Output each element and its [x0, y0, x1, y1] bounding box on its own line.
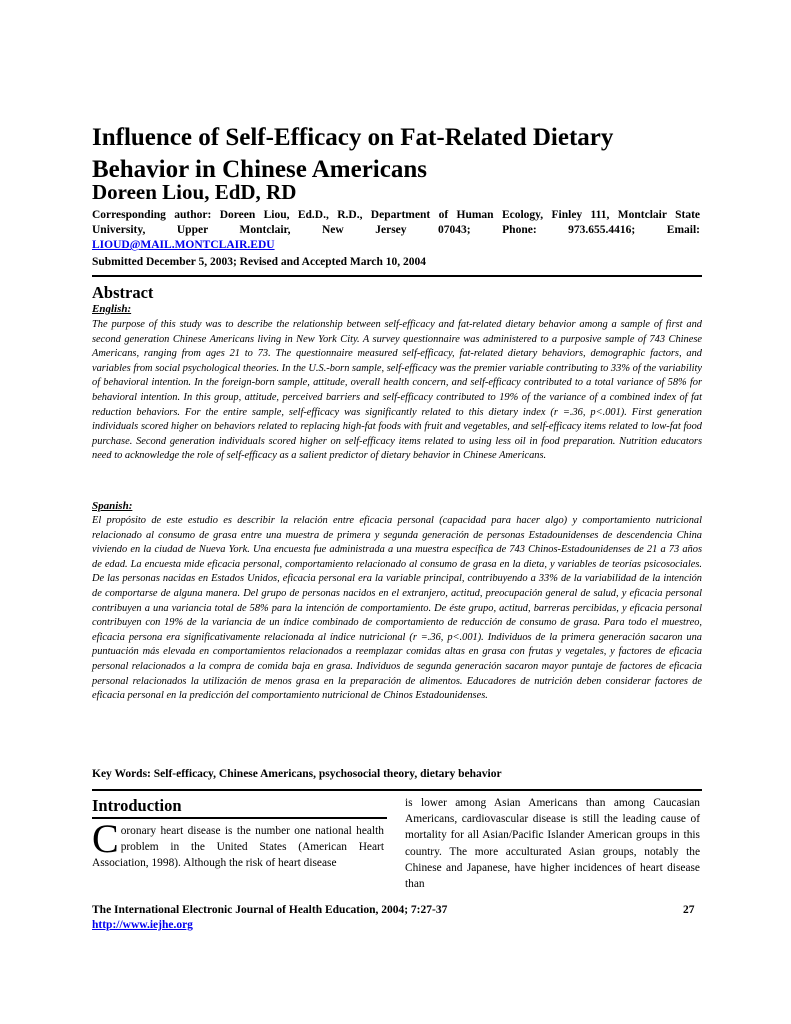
introduction-heading: Introduction — [92, 796, 387, 819]
author-line: Doreen Liou, EdD, RD — [92, 180, 297, 204]
paper-title: Influence of Self-Efficacy on Fat-Related Dietary Behavior in Chinese Americans — [92, 124, 614, 183]
abstract-spanish-text: El propósito de este estudio es describir la relación entre eficacia personal (capacidad para hacer algo) y comportamiento nutricional relacionado al consumo de grasa entre una muestra de primera y segunda generación de personas Estadounidenses de descendencia China viviendo en la ciudad de Nueva York. Una encuesta fue administrada a una muestra específica de 743 Chinos-Estadounidenses de 21 a 73 años de edad. La encuesta mide eficacia personal, comportamiento relacionado al consumo de grasa en la dieta, y variables de teorías psicosociales. De las personas nacidas en Estados Unidos, eficacia personal era la variable principal, contribuyendo a 33% de la variabilidad de la intención de comportarse de alguna manera. Del grupo de personas nacidos en el extranjero, actitud, preocupación general de salud, y eficacia personal contribuyen a una variancia total de 58% para la intención de comportamiento. De éste grupo, actitud, barreras percibidas, y eficacia personal contribuyen con 19% de la variancia de un índice combinado de comportamiento de reducción de consumo de grasa. Para todo el muestreo, eficacia persona era significativamente relacionada al índice nutricional (r =.36, p<.001). Individuos de la primera generación sacaron una puntuación más elevada en comportamientos relacionados a reemplazar comidas altas en grasa con frutas y vegetales, y factores de eficacia personal relacionados a la compra de comida baja en grasa. Individuos de segunda generación sacaron mayor puntaje de factores de eficacia personal relacionados la utilización de menos grasa en la preparación de alimentos. Educadores de nutrición deben considerar factores de eficacia personal en la predicción del comportamiento nutricional de Chinos Estadounidenses. — [92, 515, 702, 702]
header-divider — [92, 275, 702, 277]
intro-column-left-text: oronary heart disease is the number one national health problem in the United States (American Heart Association, 1998). Although the risk of heart disease — [92, 825, 384, 870]
english-label: English: — [92, 303, 132, 315]
corresponding-line-1: Corresponding author: Doreen Liou, Ed.D., R.D., Department of Human Ecology, Finley 111, Montclair State — [92, 209, 700, 221]
corresponding-author-block — [92, 208, 700, 253]
corresponding-line-2: University, Upper Montclair, New Jersey 07043; Phone: 973.655.4416; Email: — [92, 224, 700, 236]
journal-url-link[interactable]: http://www.iejhe.org — [92, 919, 193, 931]
submission-dates: Submitted December 5, 2003; Revised and Accepted March 10, 2004 — [92, 256, 426, 268]
drop-cap: C — [92, 816, 119, 861]
intro-column-left — [92, 816, 384, 872]
intro-column-right: is lower among Asian Americans than among Caucasian Americans, cardiovascular disease is still the leading cause of mortality for all Asian/Pacific Islander American groups in this country. The more acculturated Asian groups, notably the Chinese and Japanese, have higher incidences of heart disease than — [405, 797, 700, 891]
spanish-label: Spanish: — [92, 500, 133, 512]
abstract-english-text: The purpose of this study was to describe the relationship between self-efficacy and fat-related dietary behavior among a sample of first and second generation Chinese Americans living in New York City. A survey questionnaire was administered to a purposive sample of 743 Chinese Americans, ranging from ages 21 to 73. The questionnaire measured self-efficacy, fat-related dietary behaviors, demographic factors, and variables from social psychological theories. In the U.S.-born sample, self-efficacy was the premier variable contributing to 33% of the variability of behavioral intention. In the foreign-born sample, attitude, overall health concern, and self-efficacy contributed to a total variance of 58% for behavioral intention. In this group, attitude, perceived barriers and self-efficacy contributed to 19% of the variance of a combined index of fat reduction behaviors. For the entire sample, self-efficacy was significantly related to this dietary index (r =.36, p<.001). First generation individuals scored higher on behaviors related to replacing high-fat foods with fruit and vegetables, and self-efficacy items related to low-fat food purchase. Second generation individuals scored higher on self-efficacy items related to using less oil in food preparation. Nutrition educators need to acknowledge the role of self-efficacy as a salient predictor of dietary behavior in Chinese Americans. — [92, 319, 702, 462]
author-email-link[interactable]: LIOUD@MAIL.MONTCLAIR.EDU — [92, 239, 275, 251]
keywords-divider — [92, 789, 702, 791]
journal-citation: The International Electronic Journal of Health Education, 2004; 7:27-37 — [92, 904, 448, 916]
keywords-line: Key Words: Self-efficacy, Chinese Americans, psychosocial theory, dietary behavior — [92, 768, 502, 780]
page-number: 27 — [683, 904, 695, 916]
abstract-heading: Abstract — [92, 283, 154, 302]
